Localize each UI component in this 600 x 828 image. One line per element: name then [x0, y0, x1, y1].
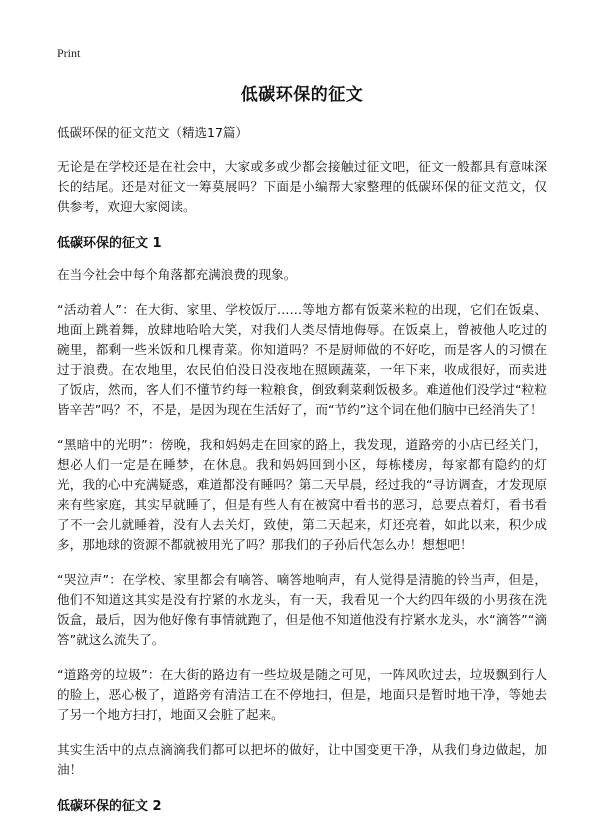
section1-paragraph-3: “黑暗中的光明”：傍晚，我和妈妈走在回家的路上，我发现，道路旁的小店已经关门，想必人们一定是在睡梦，在休息。我和妈妈回到小区，每栋楼房，每家都有隐约的灯光，我的心中充满疑惑，难道都没有睡吗？第二天早晨，经过我的“寻访调查，才发现原来有些家庭，其实早就睡了，但是有些人有在被窝中看书的恶习，总要点着灯，看书看了不一会儿就睡着，没有人去关灯，致使，第二天起来，灯还亮着，如此以来，积少成多，那地球的资源不都就被用光了吗？那我们的子孙后代怎么办！想想吧！ [57, 437, 547, 552]
document-title: 低碳环保的征文 [240, 85, 364, 105]
section1-paragraph-1: 在当今社会中每个角落都充满浪费的现象。 [57, 267, 297, 282]
section1-paragraph-5: “道路旁的垃圾”：在大街的路边有一些垃圾是随之可见，一阵风吹过去，垃圾飘到行人的脸上，恶心极了，道路旁有清洁工在不停地扫，但是，地面只是暂时地干净，等她去了另一个地方扫打，地面又会脏了起来。 [57, 667, 547, 722]
document-subtitle: 低碳环保的征文范文（精选17篇） [57, 125, 248, 140]
section-heading-1: 低碳环保的征文 1 [57, 236, 162, 251]
section1-paragraph-6: 其实生活中的点点滴滴我们都可以把坏的做好，让中国变更干净，从我们身边做起，加油！ [57, 742, 547, 777]
section1-paragraph-2: “活动着人”：在大街、家里、学校饭厅……等地方都有饭菜米粒的出现，它们在饭桌、地面上跳着舞，放肆地哈哈大笑，对我们人类尽情地侮辱。在饭桌上，曾被他人吃过的碗里，都剩一些米饭和几棵青菜。你知道吗？不是厨师做的不好吃，而是客人的习惯在过于浪费。在农地里，农民伯伯没日没夜地在照顾蔬菜，一年下来，收成很好，而卖进了饭店，然而，客人们不懂节约每一粒粮食，倒致剩菜剩饭极多。难道他们没学过“粒粒皆辛苦”吗？不，不是，是因为现在生活好了，而“节约”这个词在他们脑中已经消失了！ [57, 302, 547, 417]
section1-paragraph-4: “哭泣声”：在学校、家里都会有嘀答、嘀答地响声，有人觉得是清脆的铃当声，但是，他们不知道这其实是没有拧紧的水龙头，有一天，我看见一个大约四年级的小男孩在洗饭盒，最后，因为他好像有事情就跑了，但是他不知道他没有拧紧水龙头，水“滴答”“滴答”就这么流失了。 [57, 572, 547, 647]
print-label[interactable]: Print [57, 46, 81, 60]
section-heading-2: 低碳环保的征文 2 [57, 799, 162, 814]
intro-paragraph: 无论是在学校还是在社会中，大家或多或少都会接触过征文吧，征文一般都具有意味深长的结尾。还是对征文一筹莫展吗？下面是小编帮大家整理的低碳环保的征文范文，仅供参考，欢迎大家阅读。 [57, 159, 547, 214]
document-content [57, 80, 547, 828]
